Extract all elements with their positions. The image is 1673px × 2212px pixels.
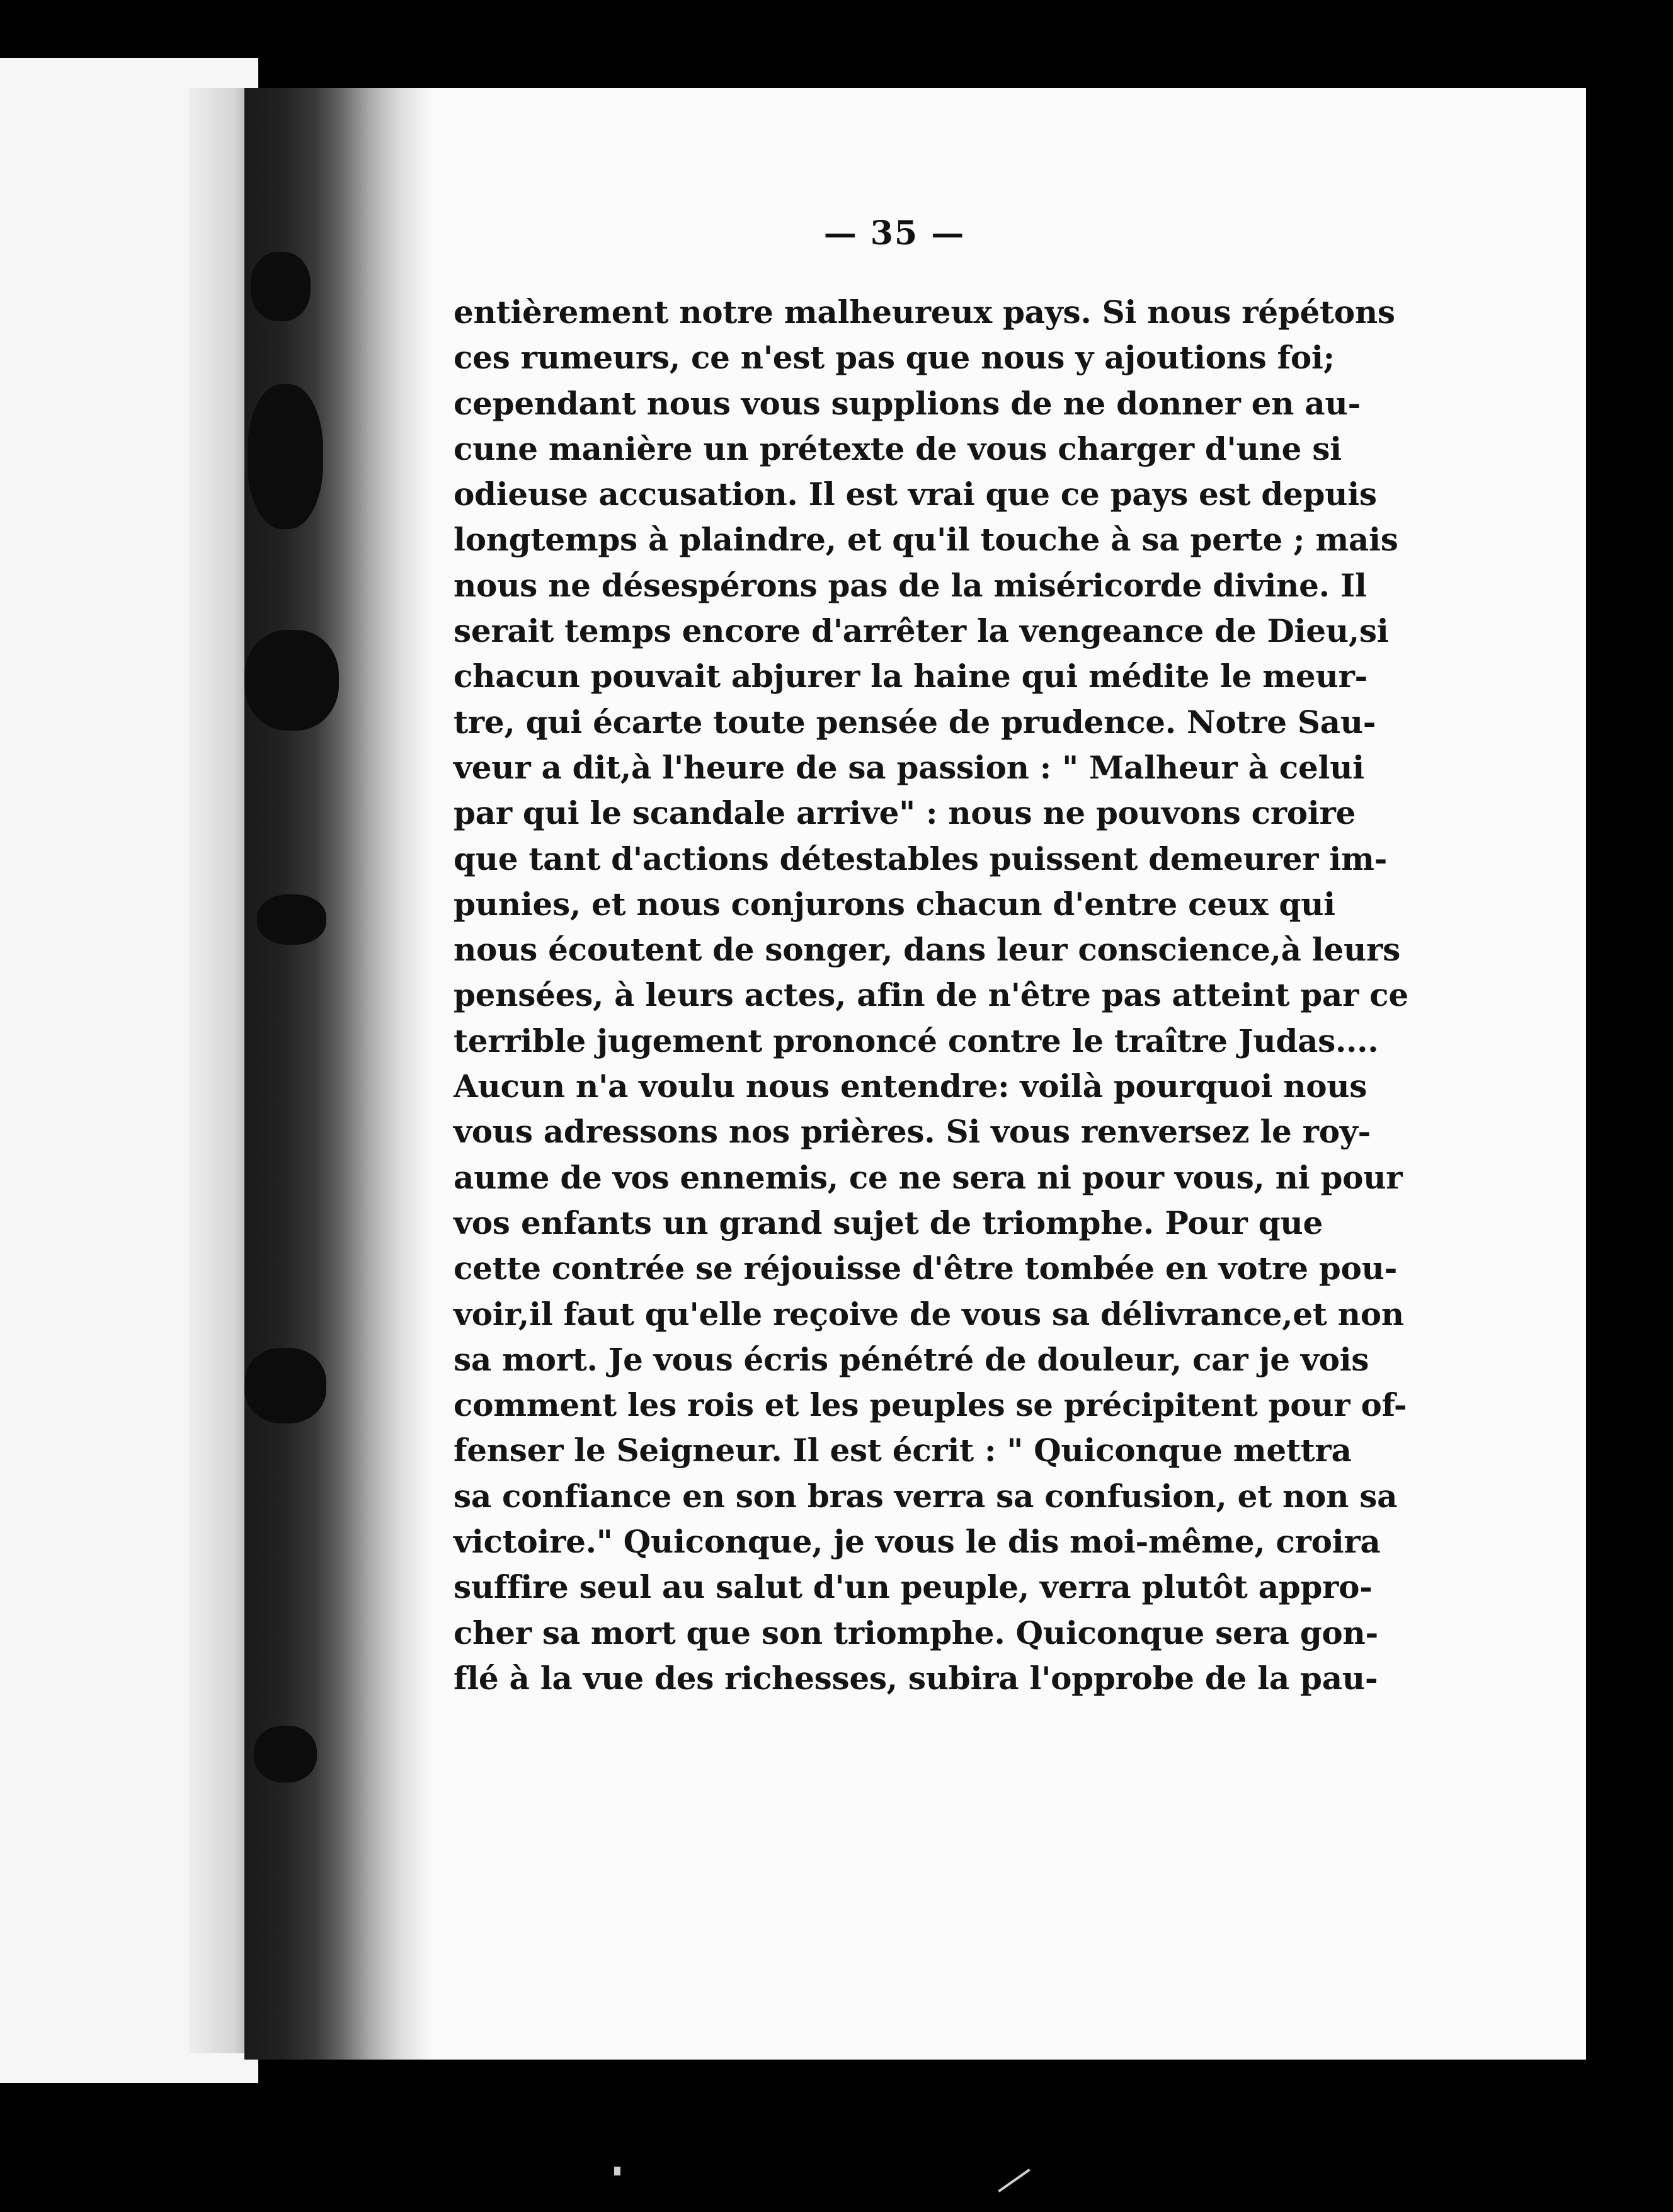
text-line: nous écoutent de songer, dans leur conscience,à leurs (454, 931, 1400, 969)
binding-gutter (244, 88, 433, 2060)
text-line: voir,il faut qu'elle reçoive de vous sa délivrance,et non (454, 1295, 1404, 1333)
text-line: vos enfants un grand sujet de triomphe. Pour que (454, 1204, 1323, 1241)
text-line: flé à la vue des richesses, subira l'opprobe de la pau- (454, 1659, 1378, 1697)
text-line: nous ne désespérons pas de la miséricorde divine. Il (454, 566, 1367, 604)
ink-blot (244, 630, 339, 731)
text-line: odieuse accusation. Il est vrai que ce pays est depuis (454, 476, 1377, 513)
text-line: serait temps encore d'arrêter la vengeance de Dieu,si (454, 612, 1389, 650)
text-line: longtemps à plaindre, et qu'il touche à sa perte ; mais (454, 521, 1398, 559)
text-line: chacun pouvait abjurer la haine qui médite le meur- (454, 658, 1368, 695)
text-line: entièrement notre malheureux pays. Si nous répétons (454, 294, 1395, 331)
text-line: veur a dit,à l'heure de sa passion : " Malheur à celui (454, 748, 1364, 786)
text-line: terrible jugement prononcé contre le traître Judas.... (454, 1022, 1379, 1059)
text-line: suffire seul au salut d'un peuple, verra plutôt appro- (454, 1568, 1373, 1606)
scan-speck (614, 2167, 620, 2175)
ink-blot (244, 1348, 326, 1423)
text-line: victoire." Quiconque, je vous le dis moi-même, croira (454, 1523, 1381, 1561)
text-line: aume de vos ennemis, ce ne sera ni pour vous, ni pour (454, 1158, 1403, 1196)
text-line: sa mort. Je vous écris pénétré de douleur, car je vois (454, 1340, 1369, 1378)
text-line: ces rumeurs, ce n'est pas que nous y ajoutions foi; (454, 339, 1335, 377)
text-line: comment les rois et les peuples se précipitent pour of- (454, 1386, 1407, 1424)
text-line: par qui le scandale arrive" : nous ne pouvons croire (454, 794, 1356, 832)
ink-blot (254, 1726, 317, 1782)
text-line: cette contrée se réjouisse d'être tombée en votre pou- (454, 1250, 1398, 1287)
text-line: fenser le Seigneur. Il est écrit : " Quiconque mettra (454, 1432, 1352, 1469)
ink-blot (257, 894, 326, 945)
text-line: tre, qui écarte toute pensée de prudence. Notre Sau- (454, 703, 1376, 741)
ink-blot (251, 252, 311, 321)
text-line: cependant nous vous supplions de ne donner en au- (454, 384, 1361, 422)
page-body-text (454, 290, 1408, 1701)
scan-speck (998, 2169, 1030, 2192)
text-line: Aucun n'a voulu nous entendre: voilà pourquoi nous (454, 1068, 1368, 1105)
text-line: que tant d'actions détestables puissent demeurer im- (454, 840, 1388, 877)
text-line: punies, et nous conjurons chacun d'entre ceux qui (454, 885, 1335, 923)
text-line: vous adressons nos prières. Si vous renversez le roy- (454, 1113, 1371, 1151)
text-line: pensées, à leurs actes, afin de n'être pas atteint par ce (454, 976, 1408, 1014)
page-number: — 35 — (823, 214, 966, 253)
text-line: cher sa mort que son triomphe. Quiconque sera gon- (454, 1614, 1378, 1651)
text-line: sa confiance en son bras verra sa confusion, et non sa (454, 1477, 1398, 1515)
text-line: cune manière un prétexte de vous charger d'une si (454, 430, 1342, 467)
ink-blot (248, 384, 323, 529)
